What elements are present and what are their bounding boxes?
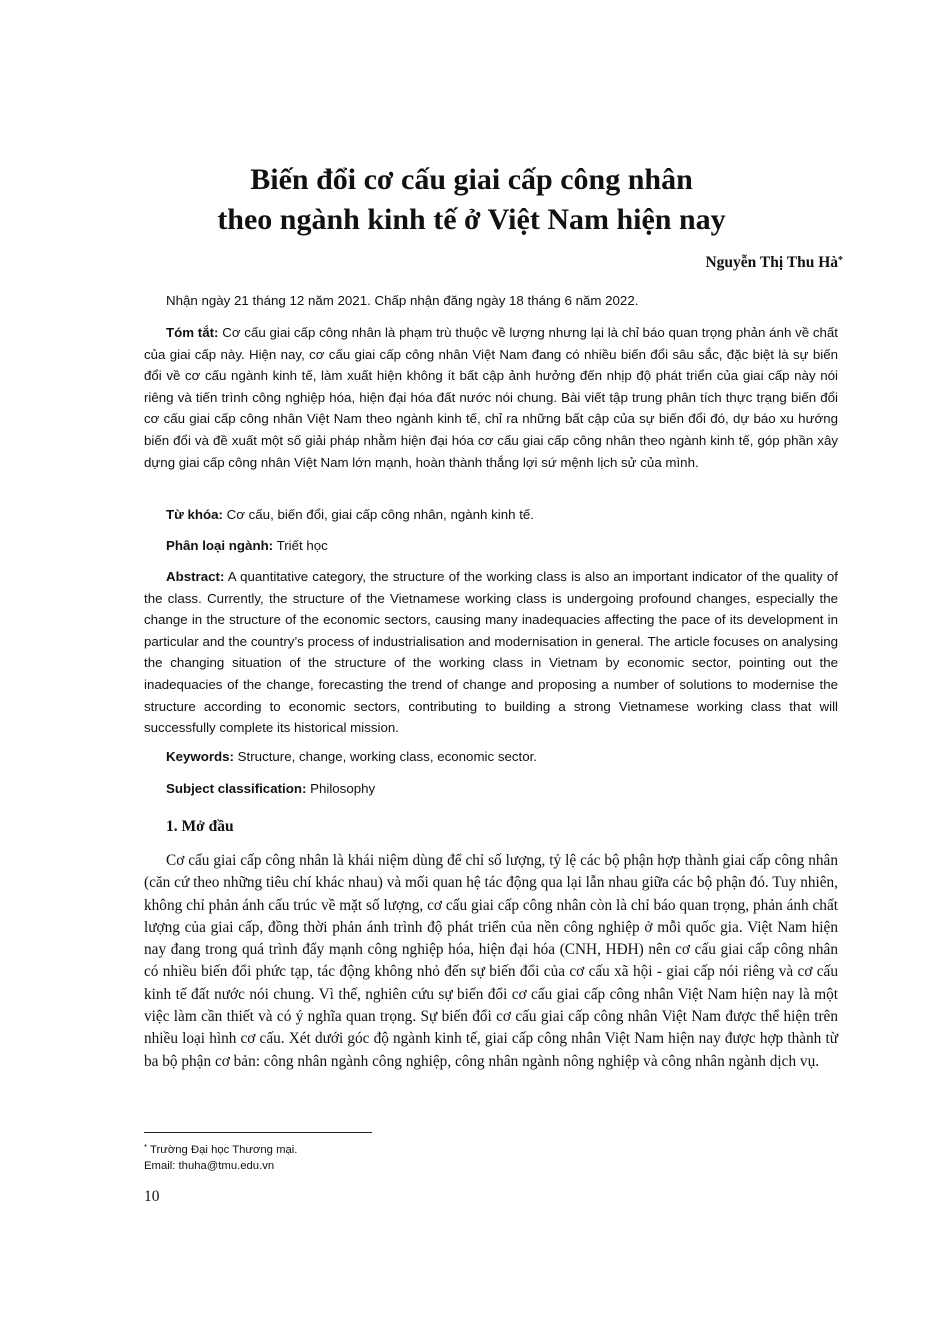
field-vi-label: Phân loại ngành: bbox=[166, 538, 274, 553]
field-en-label: Subject classification: bbox=[166, 781, 307, 796]
keywords-english bbox=[166, 746, 838, 768]
page-number: 10 bbox=[144, 1188, 160, 1205]
keywords-en-label: Keywords: bbox=[166, 749, 234, 764]
body-paragraph: Cơ cấu giai cấp công nhân là khái niệm dùng để chỉ số lượng, tỷ lệ các bộ phận hợp thành giai cấp công nhân (căn cứ theo những tiêu chí khác nhau) và mối quan hệ tác động qua lại lẫn nhau giữa các bộ phận đó. Tuy nhiên, không chỉ phản ánh cấu trúc về mặt số lượng, cơ cấu giai cấp công nhân còn là chỉ báo quan trọng, phản ánh chất lượng của giai cấp, đồng thời phản ánh trình độ phát triển của nền công nghiệp ở mỗi quốc gia. Việt Nam hiện nay đang trong quá trình đẩy mạnh công nghiệp hóa, hiện đại hóa (CNH, HĐH) nên cơ cấu giai cấp công nhân có nhiều biến đổi phức tạp, tác động không nhỏ đến sự biến đổi của cơ cấu xã hội - giai cấp nói riêng và cơ cấu kinh tế đất nước nói chung. Vì thế, nghiên cứu sự biến đổi cơ cấu giai cấp công nhân Việt Nam hiện nay là một việc làm cần thiết và có ý nghĩa quan trọng. Sự biến đổi cơ cấu giai cấp công nhân Việt Nam được thể hiện trên nhiều loại hình cơ cấu. Xét dưới góc độ ngành kinh tế, giai cấp công nhân Việt Nam hiện nay được hợp thành từ ba bộ phận cơ bản: công nhân ngành công nghiệp, công nhân ngành nông nghiệp và công nhân ngành dịch vụ. bbox=[144, 852, 838, 1070]
subject-field-english bbox=[166, 778, 838, 800]
keywords-vi-label: Từ khóa: bbox=[166, 507, 223, 522]
keywords-vietnamese bbox=[166, 504, 838, 526]
field-en-text: Philosophy bbox=[306, 781, 376, 796]
field-vi-text: Triết học bbox=[273, 538, 328, 553]
abstract-en-text: A quantitative category, the structure of the working class is also an important indicator of the quality of the class. Currently, the structure of the Vietnamese working class is undergoing profound changes, especially the change in the structure of the economic sectors, causing many inadequacies affecting the pace of its development in particular and the country’s process of industrialisation and modernisation in general. The article focuses on analysing the changing situation of the structure of the working class in Vietnam by economic sector, pointing out the inadequacies of the change, forecasting the trend of change and proposing a number of solutions to modernise the structure according to economic sectors, contributing to building a strong Vietnamese working class that will successfully complete its historical mission. bbox=[144, 569, 838, 736]
title-line-1: Biến đổi cơ cấu giai cấp công nhân bbox=[250, 163, 693, 196]
abstract-vi-text: Cơ cấu giai cấp công nhân là phạm trù thuộc về lượng nhưng lại là chỉ báo quan trọng phản ánh về chất của giai cấp này. Hiện nay, cơ cấu giai cấp công nhân Việt Nam đang có nhiều biến đổi sâu sắc, đặc biệt là sự biến đổi về cơ cấu ngành kinh tế, làm xuất hiện không ít bất cập ảnh hưởng đến nhịp độ phát triển của giai cấp này nói riêng và tiến trình công nghiệp hóa, hiện đại hóa đất nước nói chung. Bài viết tập trung phân tích thực trạng biến đổi cơ cấu giai cấp công nhân Việt Nam theo ngành kinh tế, chỉ ra những bất cập của sự biến đổi đó, dự báo xu hướng biến đổi và đề xuất một số giải pháp nhằm hiện đại hóa cơ cấu giai cấp công nhân theo ngành kinh tế, góp phần xây dựng giai cấp công nhân Việt Nam lớn mạnh, hoàn thành thắng lợi sứ mệnh lịch sử của mình. bbox=[144, 325, 838, 470]
footnote-email bbox=[144, 1158, 644, 1174]
article-title bbox=[100, 160, 843, 240]
keywords-en-text: Structure, change, working class, economic sector. bbox=[233, 749, 537, 764]
section-heading: 1. Mở đầu bbox=[166, 818, 234, 835]
abstract-vi-label: Tóm tắt: bbox=[166, 325, 219, 340]
author-name bbox=[705, 254, 843, 272]
abstract-english bbox=[144, 566, 838, 739]
footnote-divider bbox=[144, 1132, 372, 1133]
email-link[interactable]: thuha@tmu.edu.vn bbox=[175, 1160, 275, 1172]
title-line-2: theo ngành kinh tế ở Việt Nam hiện nay bbox=[217, 203, 726, 236]
author-footnote-marker[interactable]: * bbox=[838, 255, 843, 266]
footnote-affiliation bbox=[144, 1142, 644, 1159]
footnote-email-label: Email: bbox=[144, 1160, 176, 1172]
abstract-vietnamese bbox=[144, 322, 838, 473]
keywords-vi-text: Cơ cấu, biến đổi, giai cấp công nhân, ngành kinh tế. bbox=[222, 507, 534, 522]
abstract-en-label: Abstract: bbox=[166, 569, 225, 584]
author-text: Nguyễn Thị Thu Hà bbox=[705, 254, 838, 271]
footnote-affiliation-text: Trường Đại học Thương mại. bbox=[147, 1144, 298, 1156]
received-date: Nhận ngày 21 tháng 12 năm 2021. Chấp nhận đăng ngày 18 tháng 6 năm 2022. bbox=[166, 293, 639, 308]
footnote-marker: * bbox=[144, 1143, 148, 1152]
subject-field-vietnamese bbox=[166, 535, 838, 557]
